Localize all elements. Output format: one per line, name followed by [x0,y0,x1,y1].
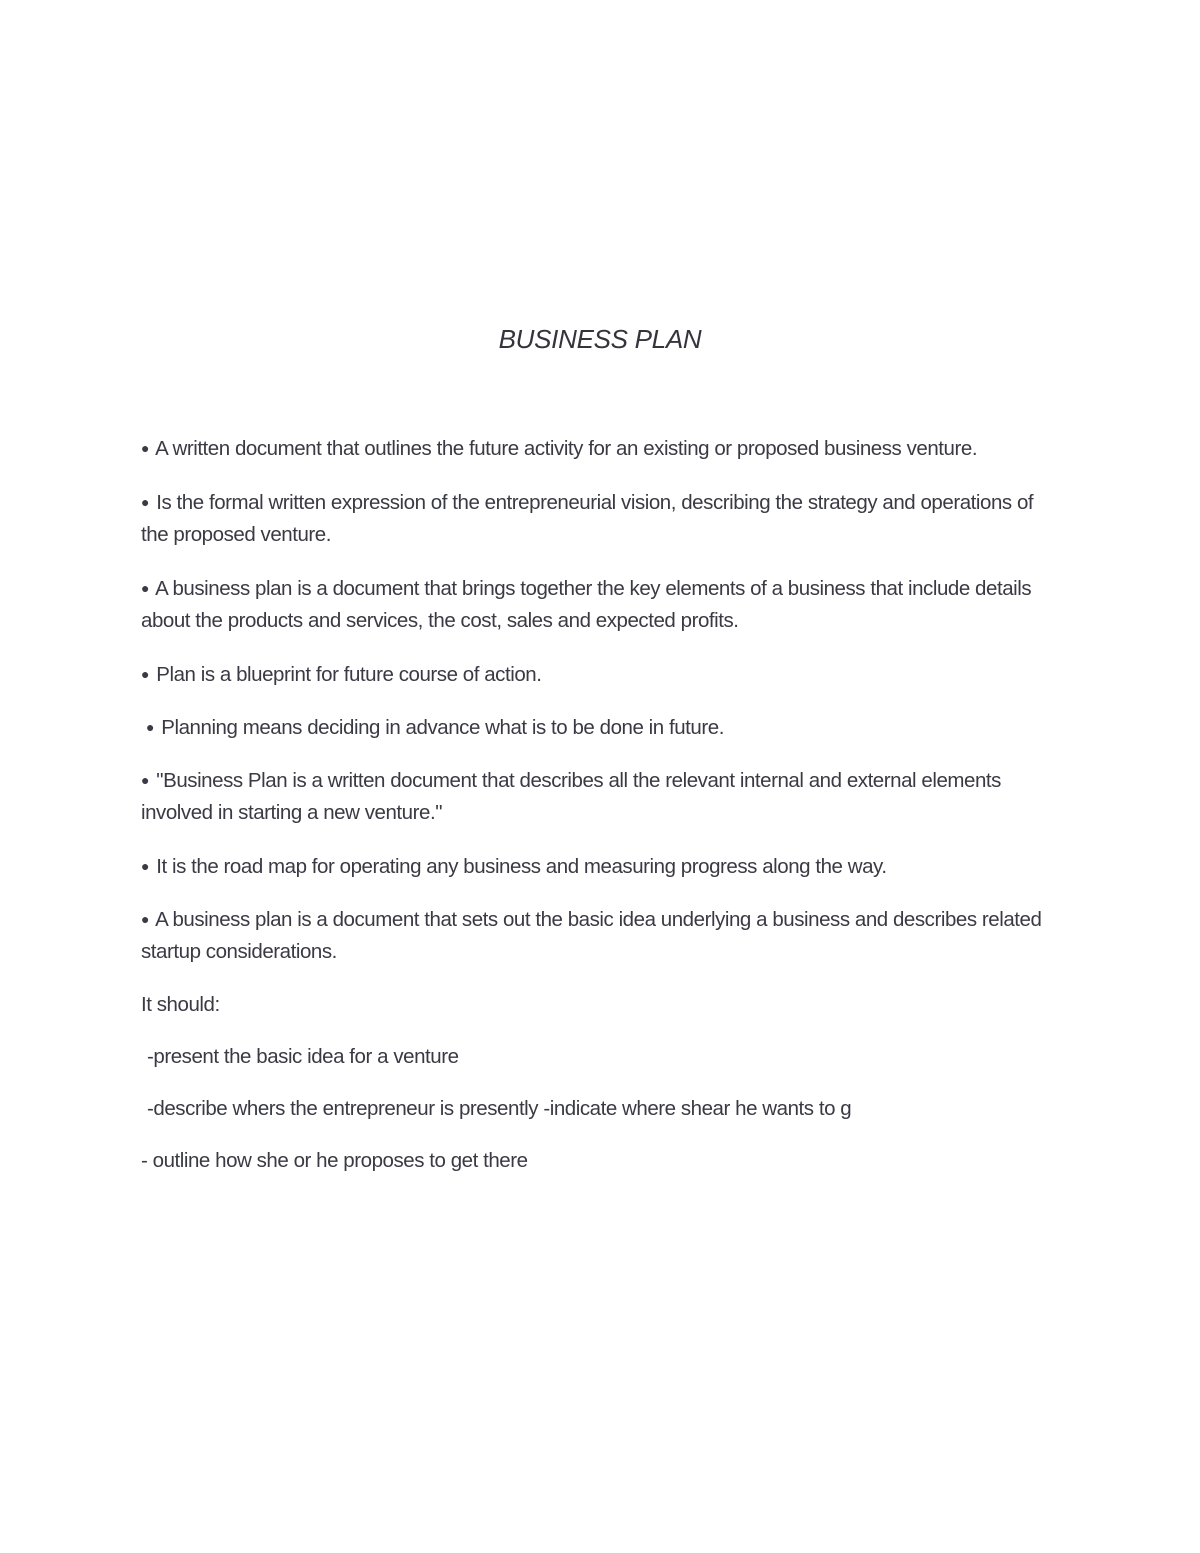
bullet-text: It is the road map for operating any business and measuring progress along the way. [156,855,887,878]
document-title: BUSINESS PLAN [498,324,702,354]
bullet-text: A written document that outlines the future activity for an existing or proposed business venture. [155,437,978,460]
bullet-point-1 [141,432,1051,465]
dash-item-1: -present the basic idea for a venture [147,1045,459,1068]
bullet-text: Planning means deciding in advance what is to be done in future. [161,716,724,739]
dash-item-3: - outline how she or he proposes to get there [141,1149,528,1172]
bullet-text: Is the formal written expression of the entrepreneurial vision, describing the strategy and operations of the proposed venture. [141,491,1034,546]
bullet-icon: ● [141,858,150,874]
bullet-point-3 [141,572,1051,637]
bullet-icon: ● [141,440,150,456]
bullet-point-2 [141,486,1051,551]
bullet-icon: ● [141,772,150,788]
document-body [141,432,1051,1197]
bullet-icon: ● [141,494,150,510]
dash-item-2: -describe whers the entrepreneur is presently -indicate where shear he wants to g [147,1097,852,1120]
bullet-icon: ● [141,580,150,596]
bullet-text: Plan is a blueprint for future course of action. [156,663,542,686]
lead-in-text: It should: [141,993,220,1016]
bullet-icon: ● [146,719,155,735]
bullet-text: A business plan is a document that brings together the key elements of a business that include details about the products and services, the cost, sales and expected profits. [141,577,1032,632]
bullet-icon: ● [141,911,150,927]
bullet-point-6 [141,764,1051,829]
bullet-point-7 [141,850,1051,883]
bullet-point-8 [141,903,1051,968]
bullet-text: A business plan is a document that sets out the basic idea underlying a business and describes related startup considerations. [141,908,1042,963]
bullet-point-5 [141,711,1051,744]
bullet-point-4 [141,658,1051,691]
bullet-text: "Business Plan is a written document that describes all the relevant internal and external elements involved in starting a new venture." [141,769,1001,824]
bullet-icon: ● [141,666,150,682]
